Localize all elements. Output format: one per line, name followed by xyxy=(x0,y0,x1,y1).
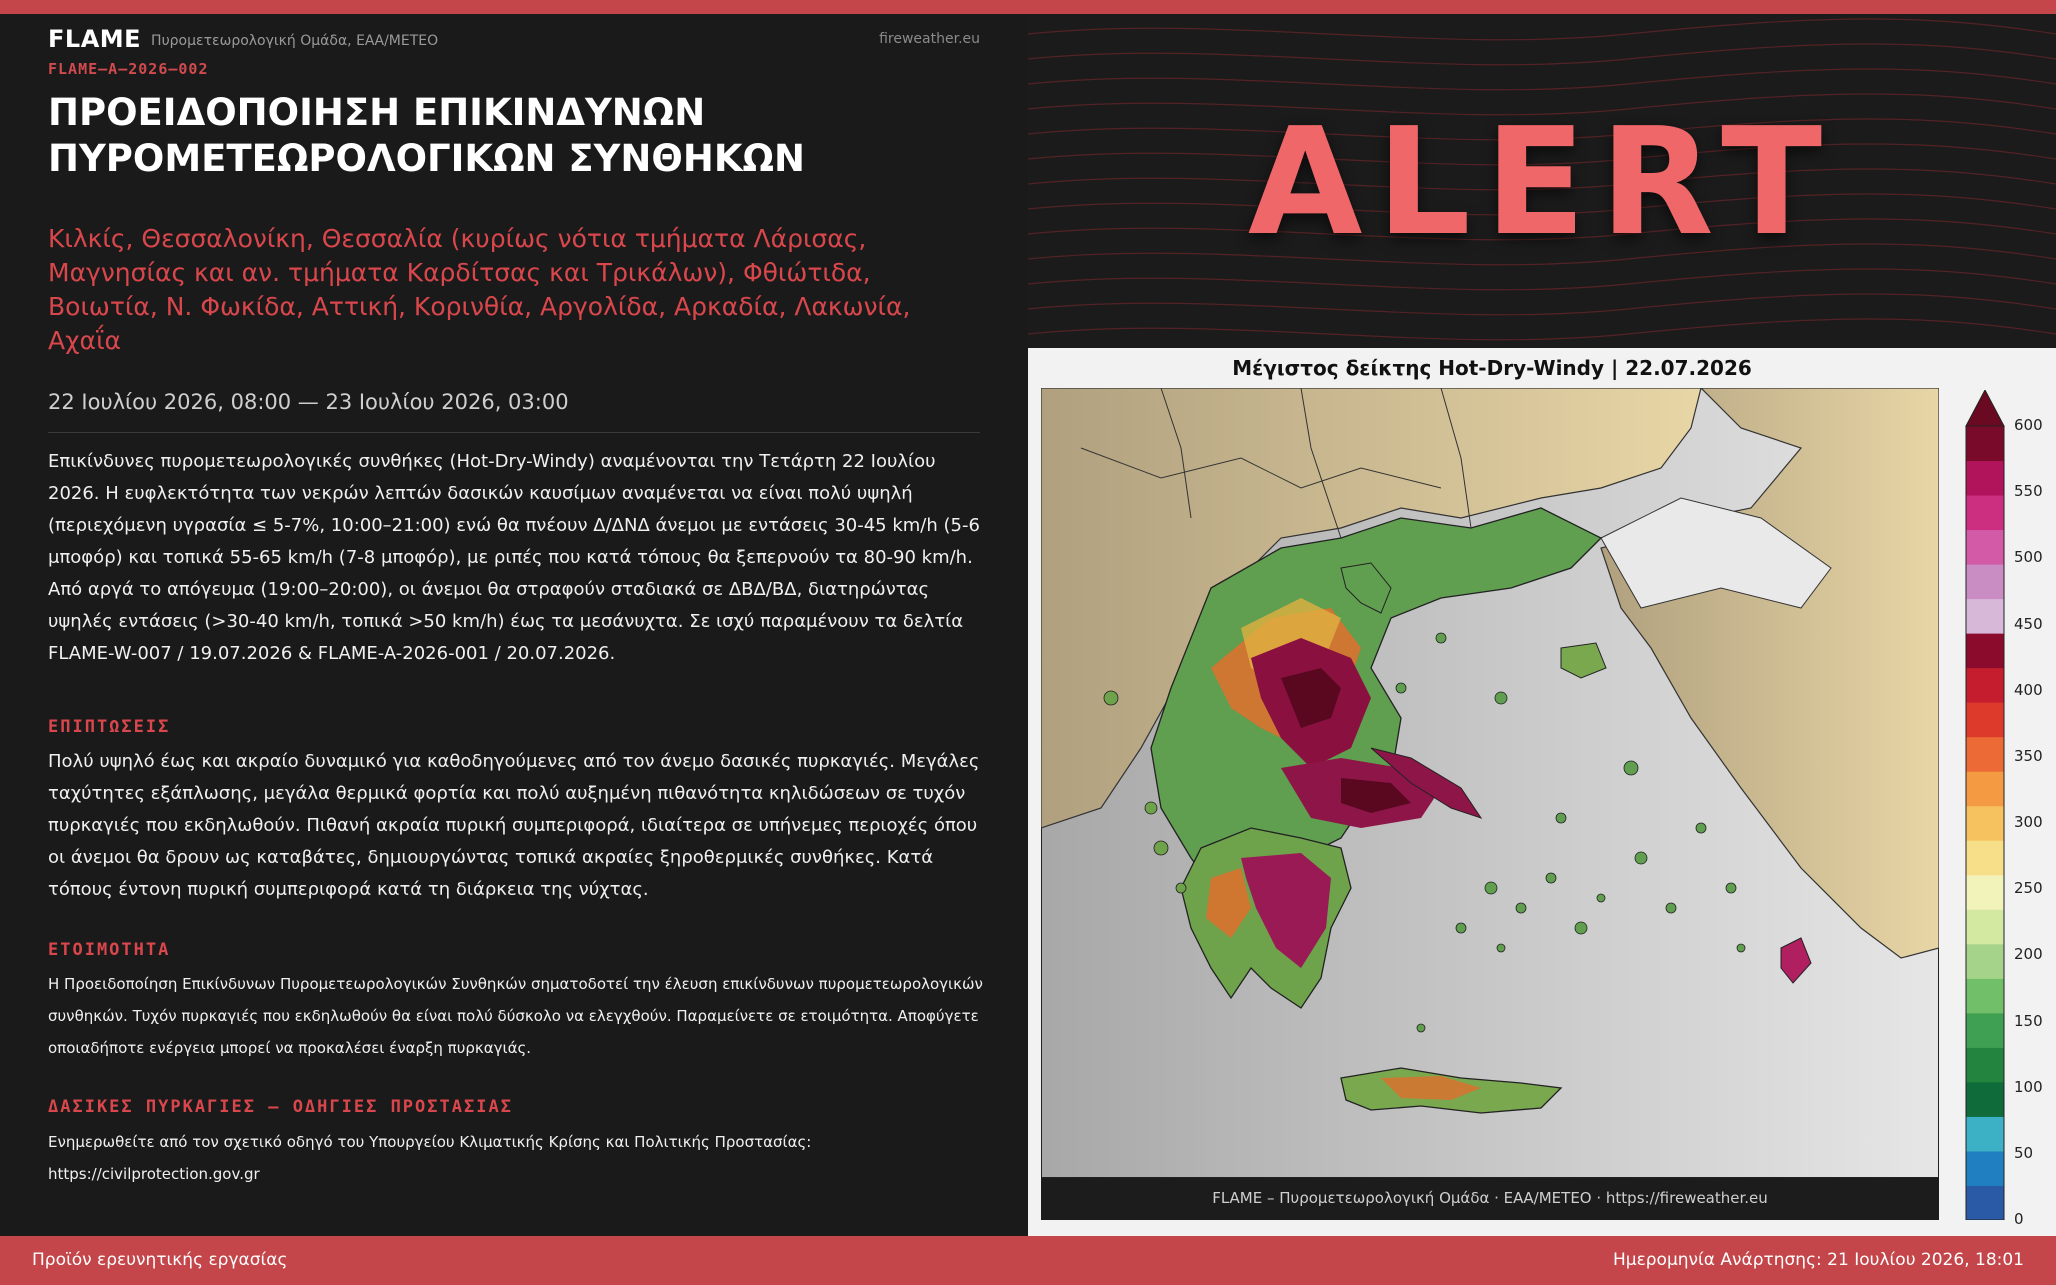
brand-row xyxy=(48,22,980,56)
colorbar-tick-label: 0 xyxy=(2014,1210,2024,1228)
affected-regions: Κιλκίς, Θεσσαλονίκη, Θεσσαλία (κυρίως νότια τμήματα Λάρισας, Μαγνησίας και αν. τμήματα Καρδίτσας και Τρικάλων), Φθιώτιδα, Βοιωτία, Ν. Φωκίδα, Αττική, Κορινθία, Αργολίδα, Αρκαδία, Λακωνία, Αχαΐα xyxy=(48,224,911,355)
colorbar-tick-label: 200 xyxy=(2014,945,2043,964)
readiness-text: Η Προειδοποίηση Επικίνδυνων Πυρομετεωρολογικών Συνθηκών σηματοδοτεί την έλευση επικίνδυνων πυρομετεωρολογικών συνθηκών. Τυχόν πυρκαγιές που εκδηλωθούν θα είναι πολύ δύσκολο να ελεγχθούν. Παραμείνετε σε ετοιμότητα. Αποφύγετε οποιαδήποτε ενέργεια μπορεί να προκαλέσει έναρξη πυρκαγιάς. xyxy=(48,975,983,1057)
validity-period: 22 Ιουλίου 2026, 08:00 — 23 Ιουλίου 2026, 03:00 xyxy=(48,390,569,414)
forest-fire-guidance-text xyxy=(48,1126,988,1190)
colorbar-segment xyxy=(1966,1116,2004,1151)
colorbar-segment xyxy=(1966,1082,2004,1117)
hdw-colorbar xyxy=(1956,390,2006,1220)
colorbar-segment xyxy=(1966,840,2004,875)
divider xyxy=(48,432,980,433)
map-title: Μέγιστος δείκτης Hot-Dry-Windy | 22.07.2026 xyxy=(1232,356,1752,380)
readiness-heading: ΕΤΟΙΜΟΤΗΤΑ xyxy=(48,940,171,960)
colorbar-segment xyxy=(1966,461,2004,496)
impacts-heading: ΕΠΙΠΤΩΣΕΙΣ xyxy=(48,717,171,737)
colorbar-tick-label: 300 xyxy=(2014,813,2043,831)
alert-description: Επικίνδυνες πυρομετεωρολογικές συνθήκες (Hot-Dry-Windy) αναμένονται την Τετάρτη 22 Ιουλίου 2026. Η ευφλεκτότητα των νεκρών λεπτών δασικών καυσίμων αναμένεται να είναι πολύ υψηλή (περιεχόμενη υγρασία ≤ 5-7%, 10:00–21:00) ενώ θα πνέουν Δ/ΔΝΔ άνεμοι με εντάσεις 30-45 km/h (5-6 μποφόρ) και τοπικά 55-65 km/h (7-8 μποφόρ), με ριπές που κατά τόπους θα ξεπερνούν τα 80-90 km/h. Από αργά το απόγευμα (19:00–20:00), οι άνεμοι θα στραφούν σταδιακά σε ΔΒΔ/ΒΔ, διατηρώντας υψηλές εντάσεις (>30-40 km/h, τοπικά >50 km/h) έως τα μεσάνυχτα. Σε ισχύ παραμένουν τα δελτία FLAME-W-007 / 19.07.2026 & FLAME-A-2026-001 / 20.07.2026. xyxy=(48,451,980,664)
colorbar-segment xyxy=(1966,426,2004,461)
colorbar-tick-label: 550 xyxy=(2014,482,2043,501)
colorbar-segment xyxy=(1966,1185,2004,1220)
footer-bar xyxy=(0,1236,2056,1285)
colorbar-segment xyxy=(1966,1013,2004,1048)
colorbar-segment xyxy=(1966,909,2004,944)
hdw-map-figure xyxy=(1028,348,2056,1236)
map-credit: FLAME – Πυρομετεωρολογική Ομάδα · ΕΑΑ/ΜΕΤΕΟ · https://fireweather.eu xyxy=(1212,1189,1768,1207)
alert-code: FLAME–A–2026–002 xyxy=(48,60,209,78)
colorbar-tick-label: 350 xyxy=(2014,746,2043,765)
alert-banner-word: ALERT xyxy=(1247,96,1837,268)
colorbar-segment xyxy=(1966,944,2004,979)
top-accent-bar xyxy=(0,0,2056,14)
colorbar-segment xyxy=(1966,1151,2004,1186)
brand-logo[interactable]: FLAME xyxy=(48,25,142,53)
colorbar-tick-label: 50 xyxy=(2014,1143,2034,1162)
guidance-text: Ενημερωθείτε από τον σχετικό οδηγό του Υπουργείου Κλιματικής Κρίσης και Πολιτικής Προστασίας: xyxy=(48,1133,812,1151)
site-link[interactable]: fireweather.eu xyxy=(879,31,980,47)
alert-banner xyxy=(1028,14,2056,348)
colorbar-segment xyxy=(1966,737,2004,772)
colorbar-segment xyxy=(1966,495,2004,530)
colorbar-tick-label: 150 xyxy=(2014,1011,2043,1030)
colorbar-segment xyxy=(1966,668,2004,703)
colorbar-segment xyxy=(1966,806,2004,841)
footer-publish-date: Ημερομηνία Ανάρτησης: 21 Ιουλίου 2026, 18:01 xyxy=(1612,1250,2024,1270)
colorbar-segment xyxy=(1966,633,2004,668)
greece-hdw-map xyxy=(1041,388,1939,1178)
civil-protection-link[interactable]: https://civilprotection.gov.gr xyxy=(48,1165,260,1183)
colorbar-segment xyxy=(1966,875,2004,910)
colorbar-segment xyxy=(1966,564,2004,599)
colorbar-segment xyxy=(1966,599,2004,634)
colorbar-segment xyxy=(1966,702,2004,737)
map-panel-column xyxy=(1028,14,2056,1236)
colorbar-segment xyxy=(1966,978,2004,1013)
colorbar-segment xyxy=(1966,1047,2004,1082)
brand-subtitle: Πυρομετεωρολογική Ομάδα, ΕΑΑ/ΜΕΤΕΟ xyxy=(151,33,439,49)
colorbar-tick-label: 100 xyxy=(2014,1077,2043,1096)
footer-research-note: Προϊόν ερευνητικής εργασίας xyxy=(32,1250,288,1270)
colorbar-extend-arrow xyxy=(1966,390,2004,426)
impacts-text: Πολύ υψηλό έως και ακραίο δυναμικό για καθοδηγούμενες από τον άνεμο δασικές πυρκαγιές. Μεγάλες ταχύτητες εξάπλωσης, μεγάλα θερμικά φορτία και πολύ αυξημένη πιθανότητα κηλιδώσεων σε τυχόν πυρκαγιές που εκδηλωθούν. Πιθανή ακραία πυρική συμπεριφορά, ιδιαίτερα σε υπήνεμες περιοχές όπου οι άνεμοι θα δρουν ως καταβάτες, δημιουργώντας τοπικά ακραίες ξηροθερμικές συνθήκες. Κατά τόπους έντονη πυρική συμπεριφορά κατά τη διάρκεια της νύχτας. xyxy=(48,751,980,900)
alert-text-panel xyxy=(0,14,1028,1236)
colorbar-segment xyxy=(1966,771,2004,806)
colorbar-tick-label: 600 xyxy=(2014,416,2043,434)
forest-fire-guidance-heading: ΔΑΣΙΚΕΣ ΠΥΡΚΑΓΙΕΣ – ΟΔΗΓΙΕΣ ΠΡΟΣΤΑΣΙΑΣ xyxy=(48,1097,513,1117)
colorbar-segment xyxy=(1966,530,2004,565)
colorbar-tick-label: 400 xyxy=(2014,680,2043,699)
page-title: ΠΡΟΕΙΔΟΠΟΙΗΣΗ ΕΠΙΚΙΝΔΥΝΩΝ ΠΥΡΟΜΕΤΕΩΡΟΛΟΓΙΚΩΝ ΣΥΝΘΗΚΩΝ xyxy=(48,91,805,180)
colorbar-tick-label: 450 xyxy=(2014,614,2043,633)
colorbar-tick-label: 250 xyxy=(2014,879,2043,898)
colorbar-tick-label: 500 xyxy=(2014,548,2043,567)
